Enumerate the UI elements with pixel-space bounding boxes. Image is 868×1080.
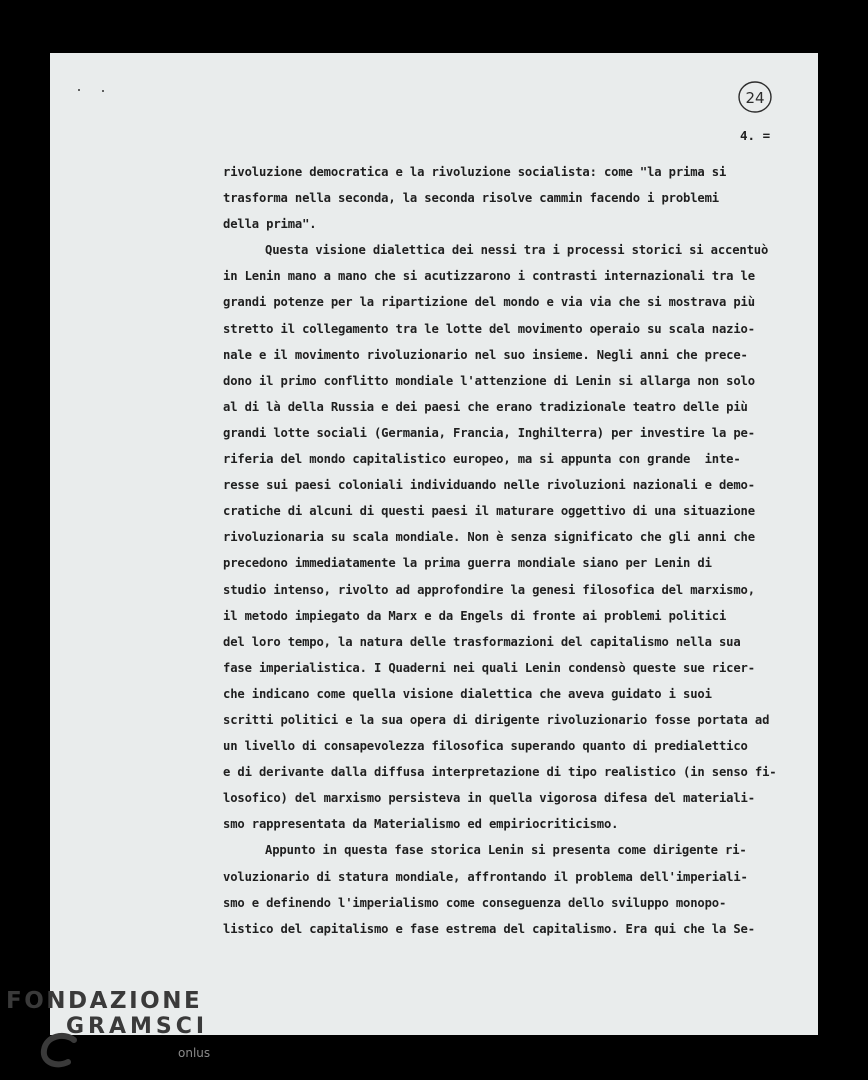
text-line: al di là della Russia e dei paesi che erano tradizionale teatro delle più [223,399,748,414]
text-line: studio intenso, rivolto ad approfondire la genesi filosofica del marxismo, [223,582,755,597]
text-line: un livello di consapevolezza filosofica superando quanto di predialettico [223,739,748,754]
text-line: dono il primo conflitto mondiale l'attenzione di Lenin si allarga non solo [223,373,755,388]
folio-circle-icon [736,78,774,116]
logo-line1: FONDAZIONE [6,988,203,1014]
text-line: del loro tempo, la natura delle trasformazioni del capitalismo nella sua [223,634,741,649]
text-line: grandi lotte sociali (Germania, Francia, Inghilterra) per investire la pe- [223,425,755,440]
text-line: rivoluzione democratica e la rivoluzione socialista: come "la prima si [223,165,727,179]
text-line: trasforma nella seconda, la seconda risolve cammin facendo i problemi [223,191,719,206]
text-line: smo rappresentata da Materialismo ed empiriocriticismo. [223,817,619,832]
text-line: rivoluzionaria su scala mondiale. Non è senza significato che gli anni che [223,530,755,545]
text-line: voluzionario di statura mondiale, affrontando il problema dell'imperiali- [223,869,748,884]
text-line: in Lenin mano a mano che si acutizzarono i contrasti internazionali tra le [223,269,755,284]
text-line: riferia del mondo capitalistico europeo, ma si appunta con grande inte- [223,452,741,467]
fondazione-gramsci-logo [6,988,226,1074]
logo-line2: GRAMSCI [66,1014,209,1039]
text-line: il metodo impiegato da Marx e da Engels di fronte ai problemi politici [223,608,727,623]
document-page [50,53,818,1035]
folio-number: 24 [745,89,765,107]
text-line: nale e il movimento rivoluzionario nel suo insieme. Negli anni che prece- [223,347,748,362]
text-line: della prima". [223,217,317,232]
page-number: 4. = [740,128,771,143]
text-line: fase imperialistica. I Quaderni nei quali Lenin condensò queste sue ricer- [223,660,755,675]
text-line: che indicano come quella visione dialettica che aveva guidato i suoi [223,686,712,701]
text-line: smo e definendo l'imperialismo come conseguenza dello sviluppo monopo- [223,895,727,910]
text-line: Questa visione dialettica dei nessi tra i processi storici si accentuò [265,243,769,258]
text-line: losofico) del marxismo persisteva in quella vigorosa difesa del materiali- [223,791,755,806]
logo-suffix: onlus [178,1046,211,1060]
text-line: listico del capitalismo e fase estrema del capitalismo. Era qui che la Se- [223,921,755,936]
stray-marks [78,87,108,93]
text-line: scritti politici e la sua opera di dirigente rivoluzionario fosse portata ad [223,712,770,727]
text-line: resse sui paesi coloniali individuando nelle rivoluzioni nazionali e demo- [223,478,755,493]
text-line: Appunto in questa fase storica Lenin si presenta come dirigente ri- [265,843,747,858]
text-line: stretto il collegamento tra le lotte del movimento operaio su scala nazio- [223,321,755,336]
document-body [223,159,789,942]
text-line: precedono immediatamente la prima guerra mondiale siano per Lenin di [223,556,712,571]
text-line: cratiche di alcuni di questi paesi il maturare oggettivo di una situazione [223,504,755,519]
text-line: grandi potenze per la ripartizione del mondo e via via che si mostrava più [223,295,755,310]
text-line: e di derivante dalla diffusa interpretazione di tipo realistico (in senso fi- [223,765,777,780]
